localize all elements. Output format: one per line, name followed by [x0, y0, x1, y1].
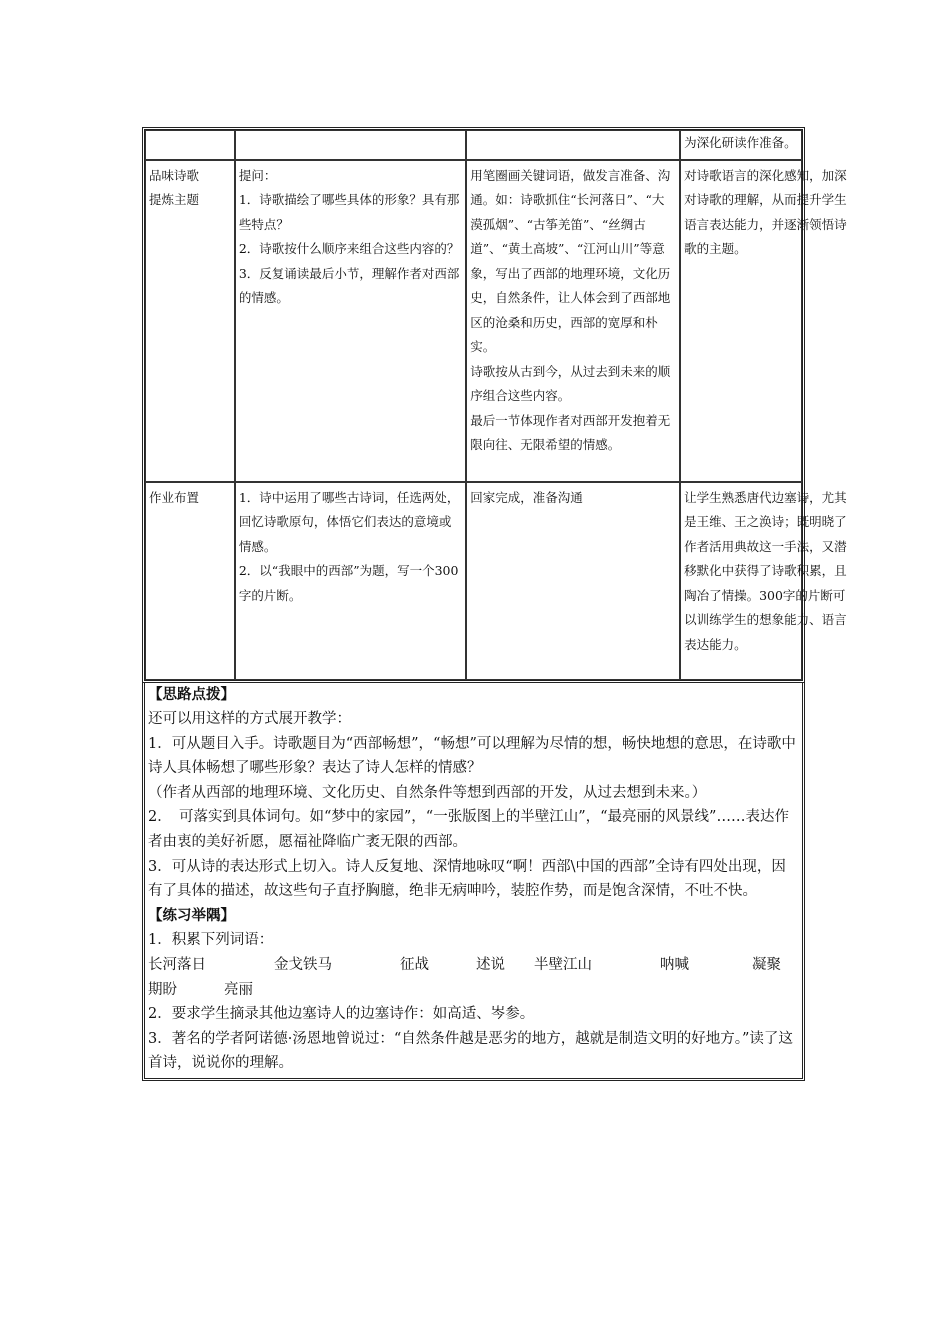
vocab-word: 征战: [400, 957, 429, 974]
thinking-point-2: 2． 可落实到具体词句。如“梦中的家园”，“一张版图上的半壁江山”，“最亮丽的风景线”……表达作者由衷的美好祈愿，愿福祉降临广袤无限的西部。: [148, 809, 789, 851]
table-row-continuation: [145, 130, 802, 160]
thinking-point-1: 1．可从题目入手。诗歌题目为“西部畅想”，“畅想”可以理解为尽情的想，畅快地想的意思，在诗歌中诗人具体畅想了哪些形象？表达了诗人怎样的情感？: [148, 735, 796, 777]
vocab-word: 长河落日: [148, 957, 206, 974]
table-cell: [145, 130, 235, 160]
vocab-word: 亮丽: [224, 981, 253, 998]
lesson-plan-table: [142, 127, 847, 683]
table-row: [145, 482, 802, 680]
practice-question-3: 3．著名的学者阿诺德·汤恩地曾说过：“自然条件越是恶劣的地方，越就是制造文明的好地方。”读了这首诗，说说你的理解。: [148, 1030, 793, 1072]
thinking-point-1-note: （作者从西部的地理环境、文化历史、自然条件等想到西部的开发，从过去想到未来。）: [148, 784, 707, 801]
design-intent-cell: 让学生熟悉唐代边塞诗，尤其是王维、王之涣诗；既明晓了作者活用典故这一手法，又潜移默化中获得了诗歌积累，且陶冶了情操。300字的片断可以训练学生的想象能力、语言表达能力。: [680, 482, 802, 680]
stage-cell: 作业布置: [145, 482, 235, 680]
thinking-intro: 还可以用这样的方式展开教学：: [148, 711, 351, 728]
design-intent-cell: 对诗歌语言的深化感知，加深对诗歌的理解，从而提升学生语言表达能力，并逐渐领悟诗歌的主题。: [680, 160, 802, 482]
vocab-word: 半壁江山: [534, 957, 592, 974]
student-activity-cell: 回家完成，准备沟通: [466, 482, 680, 680]
table-cell: [466, 130, 680, 160]
table-row: [145, 160, 802, 482]
practice-title: 【练习举隅】: [148, 907, 235, 924]
thinking-title: 【思路点拨】: [148, 686, 235, 703]
vocab-word: 凝聚: [752, 957, 781, 974]
vocabulary-list: [148, 953, 800, 1002]
teacher-activity-cell: 1．诗中运用了哪些古诗词，任选两处，回忆诗歌原句，体悟它们表达的意境或情感。 2．以“我眼中的西部”为题，写一个300字的片断。: [235, 482, 466, 680]
table-cell: [235, 130, 466, 160]
teacher-activity-cell: 提问： 1．诗歌描绘了哪些具体的形象？具有那些特点？ 2．诗歌按什么顺序来组合这些内容的？ 3．反复诵读最后小节，理解作者对西部的情感。: [235, 160, 466, 482]
vocab-word: 述说: [476, 957, 505, 974]
notes-section: [142, 683, 805, 1082]
stage-cell: 品味诗歌 提炼主题: [145, 160, 235, 482]
vocab-word: 期盼: [148, 981, 177, 998]
thinking-point-3: 3．可从诗的表达形式上切入。诗人反复地、深情地咏叹“啊！西部\中国的西部”全诗有四处出现，因有了具体的描述，故这些句子直抒胸臆，绝非无病呻吟，装腔作势，而是饱含深情，不吐不快。: [148, 858, 786, 900]
vocab-word: 呐喊: [660, 957, 689, 974]
practice-question-1: 1．积累下列词语：: [148, 932, 274, 949]
vocab-word: 金戈铁马: [274, 957, 332, 974]
table-cell: 为深化研读作准备。: [680, 130, 802, 160]
document-body: [142, 127, 847, 1081]
student-activity-cell: 用笔圈画关键词语，做发言准备、沟通。如：诗歌抓住“长河落日”、“大漠孤烟”、“古筝羌笛”、“丝绸古道”、“黄土高坡”、“江河山川”等意象，写出了西部的地理环境，文化历史，自然条件，让人体会到了西部地区的沧桑和历史，西部的宽厚和朴实。 诗歌按从古到今，从过去到未来的顺序组合这些内容。 最后一节体现作者对西部开发抱着无限向往、无限希望的情感。: [466, 160, 680, 482]
practice-question-2: 2．要求学生摘录其他边塞诗人的边塞诗作：如高适、岑参。: [148, 1006, 535, 1023]
